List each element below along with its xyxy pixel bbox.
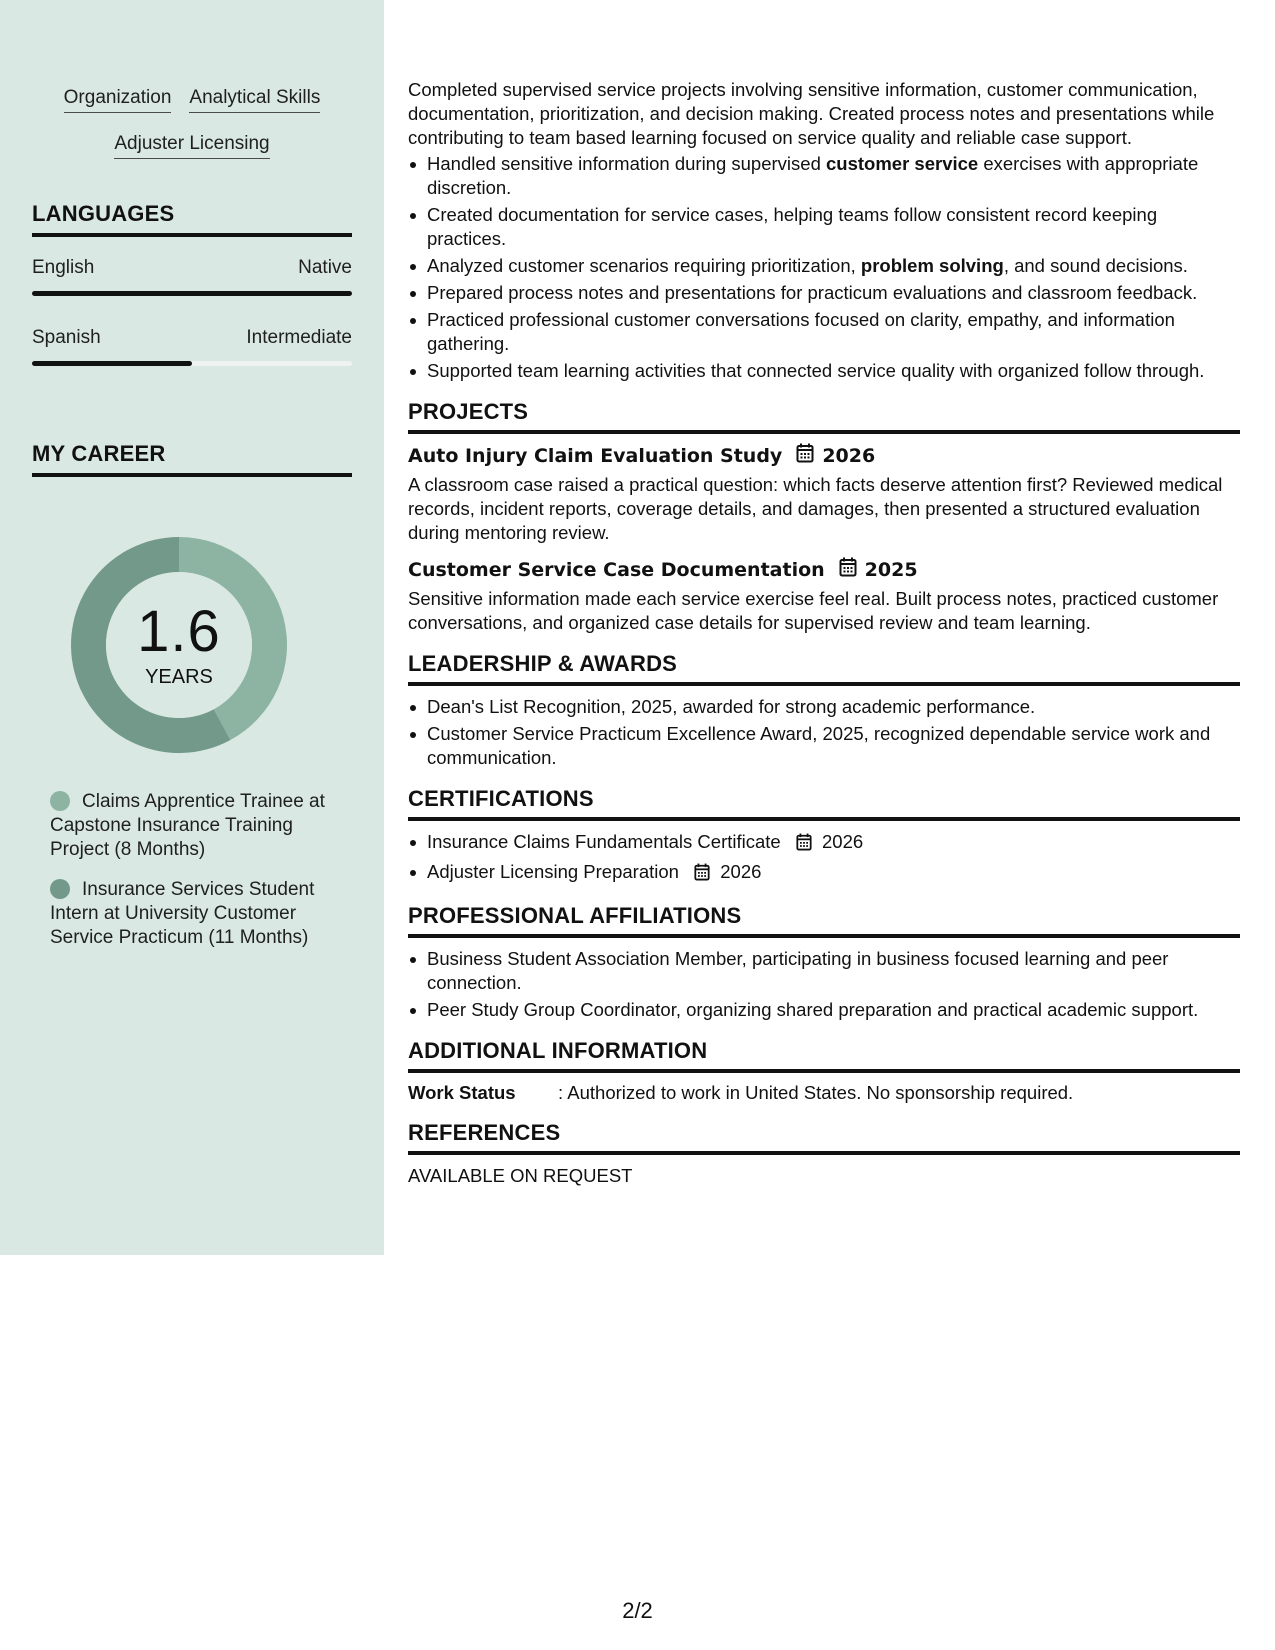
language-name: English — [32, 257, 95, 278]
certification-item — [408, 860, 1240, 887]
page-number: 2/2 — [622, 1598, 653, 1623]
career-item-text: Insurance Services Student Intern at University Customer Service Practicum (11 Months) — [50, 879, 315, 948]
project-year: 2025 — [864, 558, 918, 581]
references-heading: REFERENCES — [408, 1120, 1240, 1155]
projects-heading: PROJECTS — [408, 399, 1240, 434]
language-item — [32, 327, 352, 366]
career-dot-icon — [50, 879, 70, 899]
affiliations-heading: PROFESSIONAL AFFILIATIONS — [408, 903, 1240, 938]
work-status-value: : Authorized to work in United States. No sponsorship required. — [558, 1082, 1074, 1103]
affiliations-list — [408, 947, 1240, 1022]
experience-summary: Completed supervised service projects involving sensitive information, customer communication, documentation, prioritization, and decision making. Created process notes and presentations while contributing to team based learning focused on service quality and reliable case support. — [408, 79, 1215, 148]
project-item — [408, 557, 1240, 635]
leadership-item: Dean's List Recognition, 2025, awarded for strong academic performance. — [408, 695, 1240, 719]
experience-bullets — [408, 152, 1240, 383]
certification-name: Insurance Claims Fundamentals Certificate — [427, 831, 781, 852]
calendar-icon — [796, 443, 814, 468]
language-level: Intermediate — [246, 327, 352, 348]
certification-name: Adjuster Licensing Preparation — [427, 861, 679, 882]
skill-tag: Organization — [64, 86, 172, 113]
experience-bullet: Handled sensitive information during supervised customer service exercises with appropriate discretion. — [408, 152, 1240, 200]
career-years-value: 1.6 — [137, 598, 221, 664]
calendar-icon — [839, 557, 857, 582]
calendar-icon — [694, 863, 710, 887]
calendar-icon — [796, 833, 812, 857]
certifications-heading: CERTIFICATIONS — [408, 786, 1240, 821]
certifications-list — [408, 830, 1240, 887]
career-item — [50, 790, 340, 862]
skill-tag: Adjuster Licensing — [114, 132, 269, 159]
certification-year: 2026 — [822, 831, 864, 852]
experience-bullet: Prepared process notes and presentations for practicum evaluations and classroom feedback. — [408, 281, 1240, 305]
affiliation-item: Peer Study Group Coordinator, organizing shared preparation and practical academic support. — [408, 998, 1240, 1022]
certification-item — [408, 830, 1240, 857]
languages-heading: LANGUAGES — [32, 201, 352, 237]
experience-bullet: Supported team learning activities that connected service quality with organized follow through. — [408, 359, 1240, 383]
project-title: Auto Injury Claim Evaluation Study — [408, 444, 783, 467]
project-item — [408, 443, 1240, 545]
project-year: 2026 — [822, 444, 876, 467]
experience-bullet: Analyzed customer scenarios requiring prioritization, problem solving, and sound decisions. — [408, 254, 1240, 278]
language-level: Native — [298, 257, 352, 278]
career-heading: MY CAREER — [32, 441, 352, 477]
language-name: Spanish — [32, 327, 101, 348]
skill-tag: Analytical Skills — [189, 86, 320, 113]
language-item — [32, 257, 352, 296]
leadership-heading: LEADERSHIP & AWARDS — [408, 651, 1240, 686]
affiliation-item: Business Student Association Member, participating in business focused learning and peer connection. — [408, 947, 1240, 995]
career-donut — [66, 532, 292, 758]
main-content — [408, 78, 1240, 1188]
career-item-text: Claims Apprentice Trainee at Capstone Insurance Training Project (8 Months) — [50, 791, 325, 860]
language-bar — [32, 291, 352, 296]
language-bar-fill — [32, 291, 352, 296]
career-list — [50, 790, 340, 966]
experience-bullet: Created documentation for service cases, helping teams follow consistent record keeping practices. — [408, 203, 1240, 251]
language-bar — [32, 361, 352, 366]
career-years-unit: YEARS — [145, 665, 213, 688]
career-dot-icon — [50, 791, 70, 811]
work-status-row — [408, 1082, 1240, 1104]
project-description: A classroom case raised a practical question: which facts deserve attention first? Reviewed medical records, incident reports, coverage details, and damages, then presented a structured evaluation during mentoring review. — [408, 474, 1223, 543]
project-description: Sensitive information made each service exercise feel real. Built process notes, practiced customer conversations, and organized case details for supervised review and team learning. — [408, 588, 1219, 633]
project-title: Customer Service Case Documentation — [408, 558, 825, 581]
leadership-item: Customer Service Practicum Excellence Award, 2025, recognized dependable service work and communication. — [408, 722, 1240, 770]
experience-bullet: Practiced professional customer conversations focused on clarity, empathy, and information gathering. — [408, 308, 1240, 356]
references-text: AVAILABLE ON REQUEST — [408, 1165, 633, 1186]
sidebar — [0, 0, 384, 1255]
leadership-list — [408, 695, 1240, 770]
skills-list — [32, 86, 352, 178]
career-item — [50, 878, 340, 950]
language-bar-fill — [32, 361, 192, 366]
work-status-label: Work Status — [408, 1082, 516, 1103]
certification-year: 2026 — [720, 861, 762, 882]
additional-info-heading: ADDITIONAL INFORMATION — [408, 1038, 1240, 1073]
